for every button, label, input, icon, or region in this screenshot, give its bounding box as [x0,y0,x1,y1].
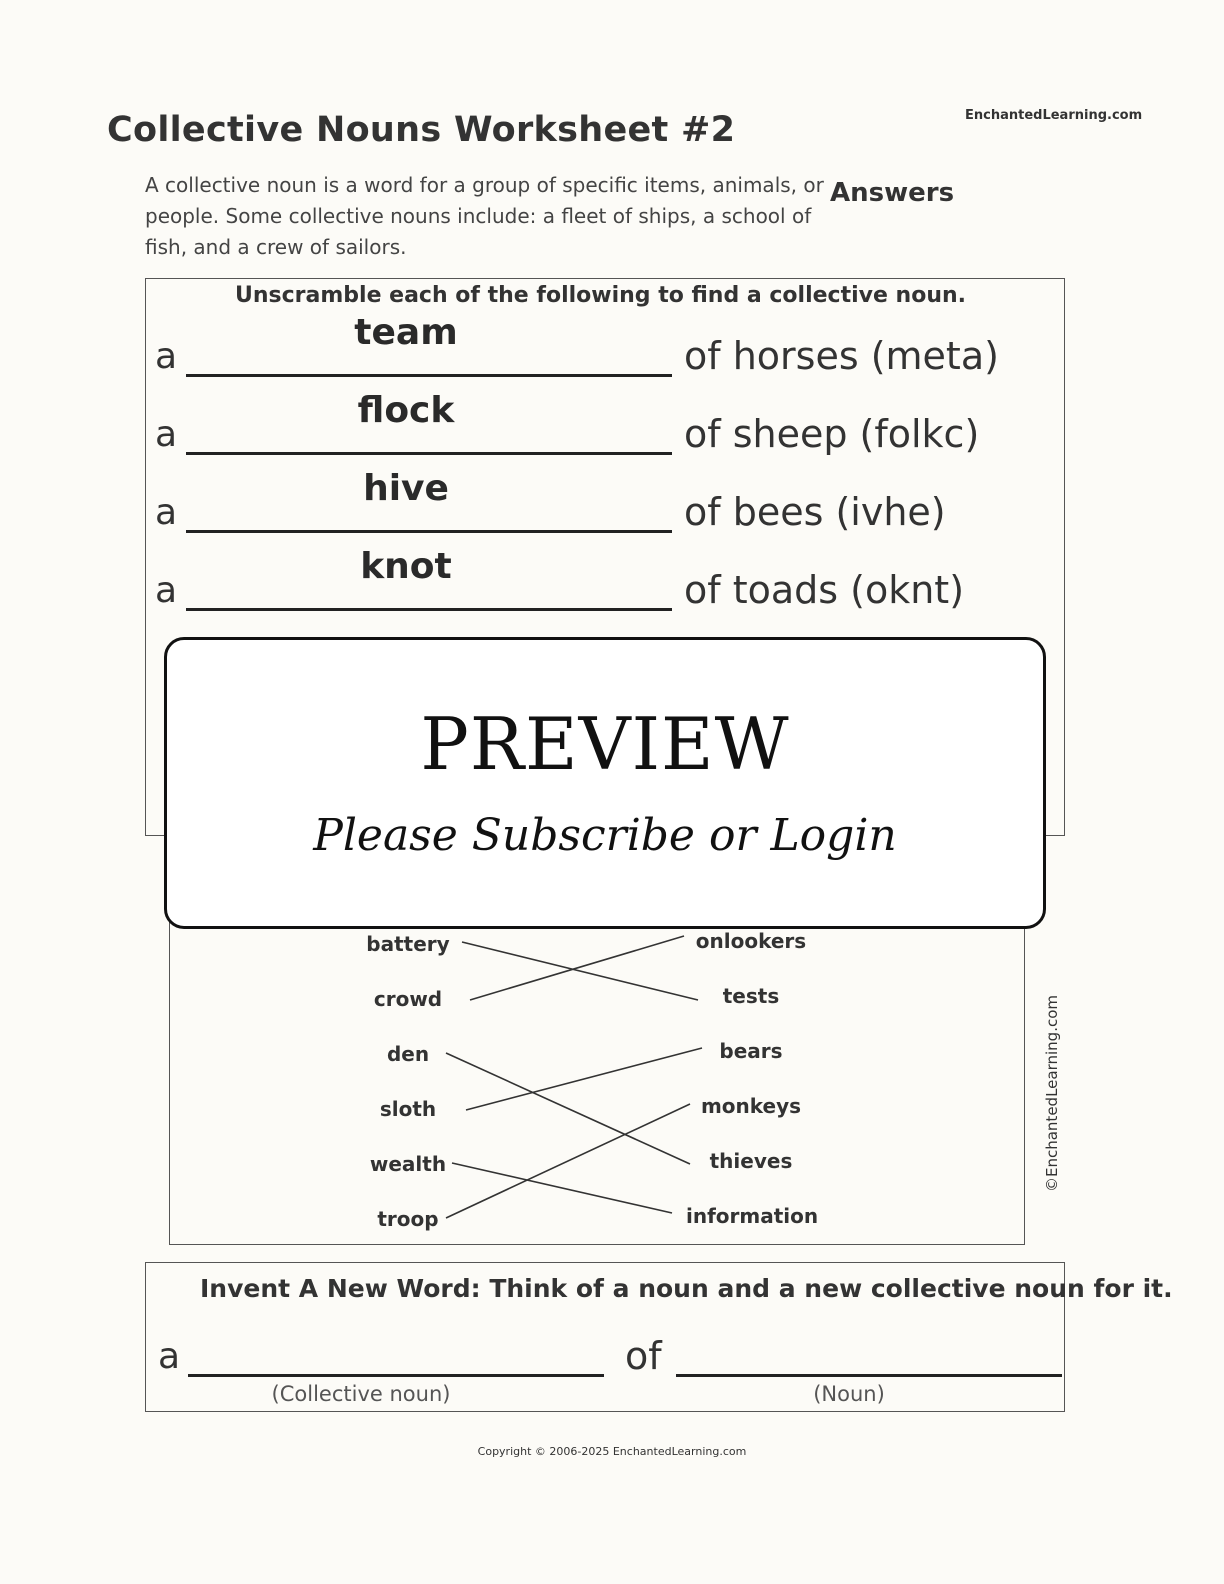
row-article: a [155,414,178,455]
row-answer: knot [360,546,452,587]
invent-heading: Invent A New Word: Think of a noun and a new collective noun for it. [200,1274,1173,1303]
match-left-word: wealth [369,1152,447,1176]
row-article: a [155,336,178,377]
subscribe-login-link[interactable]: Please Subscribe or Login [313,810,897,861]
answers-label: Answers [830,178,955,208]
page-title: Collective Nouns Worksheet #2 [107,110,736,150]
copyright: Copyright © 2006-2025 EnchantedLearning.com [477,1445,747,1458]
match-right-word: thieves [709,1149,793,1173]
match-right-word: information [686,1204,819,1228]
side-credit: ©EnchantedLearning.com [1043,995,1061,1192]
invent-of: of [625,1334,662,1378]
collective-noun-line [188,1374,604,1377]
row-article: a [155,492,178,533]
match-right-word: bears [719,1039,783,1063]
row-answer: hive [363,468,449,509]
row-answer: team [354,312,458,353]
match-right-word: onlookers [695,929,807,953]
preview-overlay[interactable] [164,637,1046,929]
row-answer: flock [357,390,455,431]
intro-text: A collective noun is a word for a group of specific items, animals, or people. Some collective nouns include: a fleet of ships, a school of fish, and a crew of sailors. [145,173,824,259]
match-line [446,1053,690,1164]
row-clue: of sheep (folkc) [684,412,980,456]
preview-title: PREVIEW [420,702,790,786]
site-name: EnchantedLearning.com [965,108,1143,123]
match-right-word: monkeys [700,1094,802,1118]
noun-caption: (Noun) [813,1382,885,1406]
match-left-word: crowd [373,987,443,1011]
noun-line [676,1374,1062,1377]
unscramble-heading: Unscramble each of the following to find a collective noun. [235,283,967,308]
match-line [452,1163,672,1213]
invent-article: a [158,1336,181,1377]
row-clue: of toads (oknt) [684,568,965,612]
match-left-word: battery [366,932,450,956]
match-left-word: den [386,1042,430,1066]
match-line [470,936,684,1000]
collective-noun-caption: (Collective noun) [271,1382,451,1406]
match-left-word: sloth [379,1097,437,1121]
match-line [446,1104,690,1218]
match-right-word: tests [722,984,780,1008]
match-left-word: troop [377,1207,439,1231]
row-clue: of bees (ivhe) [684,490,946,534]
row-clue: of horses (meta) [684,334,999,378]
row-article: a [155,570,178,611]
